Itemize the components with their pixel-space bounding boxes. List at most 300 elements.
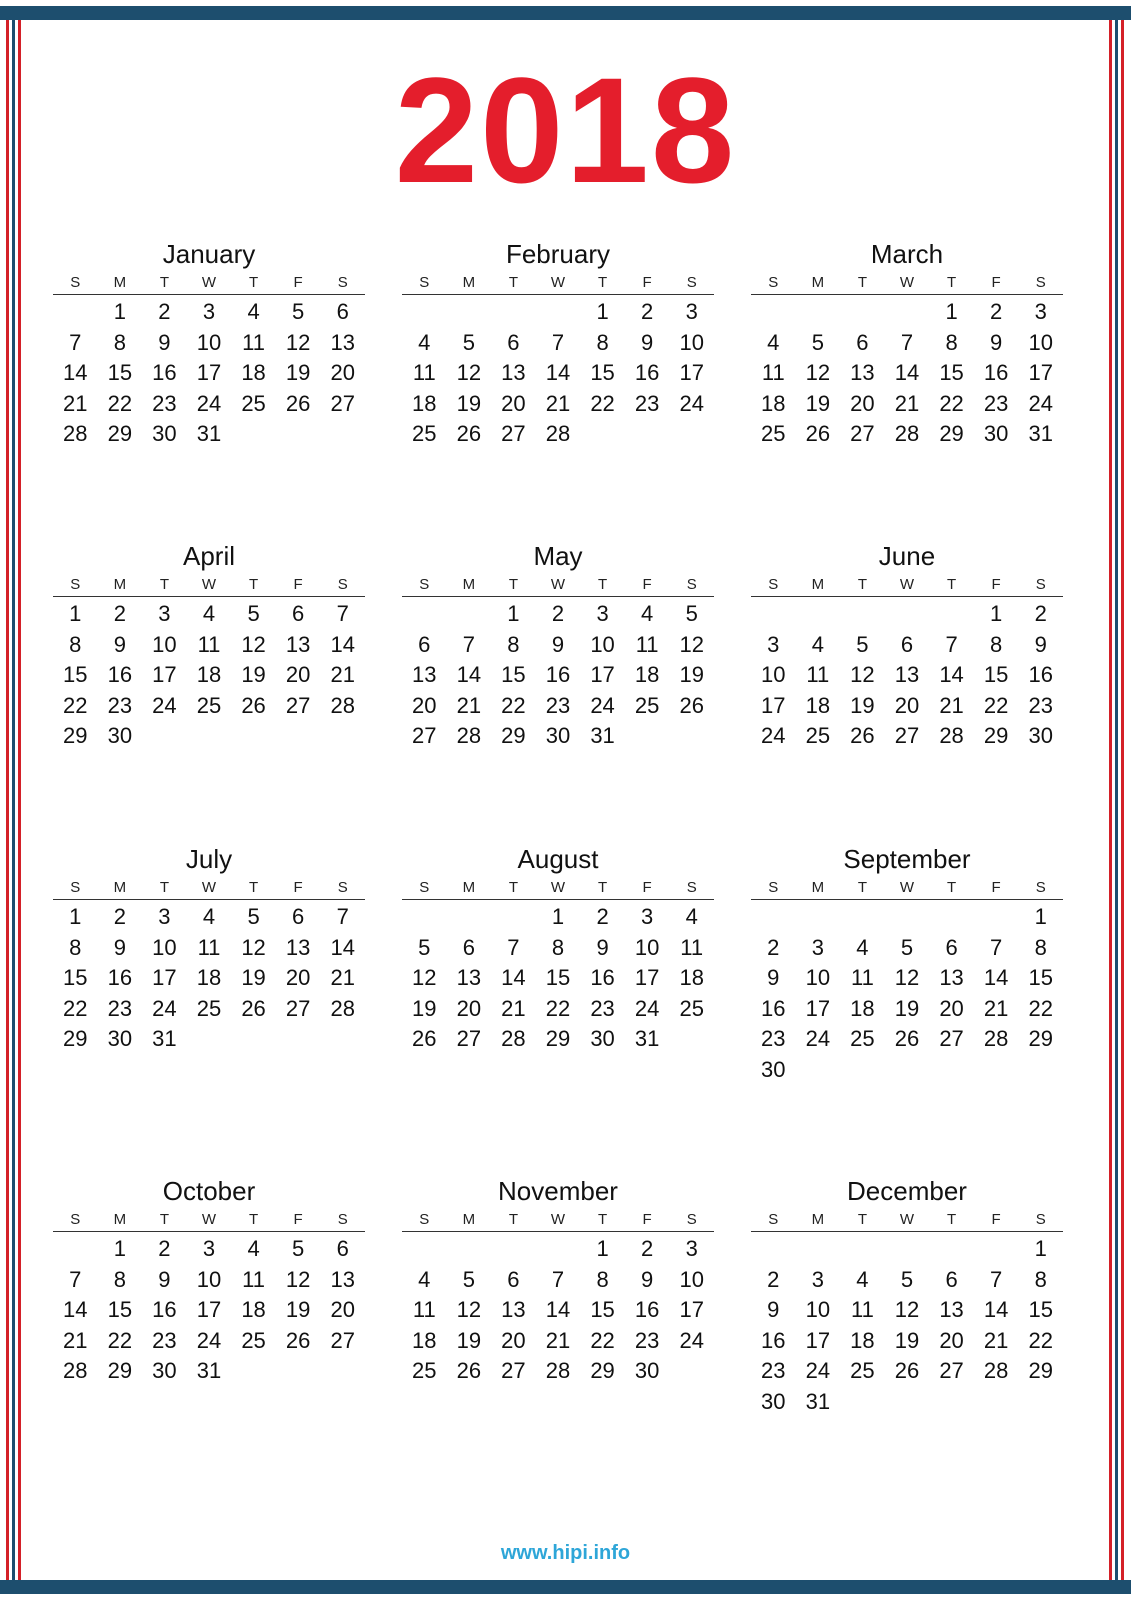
day-cell: 25 <box>196 995 222 1021</box>
weekday-label: T <box>946 274 957 291</box>
day-cell: 8 <box>945 329 958 355</box>
weekday-label: S <box>768 576 779 593</box>
day-cell: 8 <box>596 329 609 355</box>
day-cell: 12 <box>285 329 311 355</box>
day-cell: 21 <box>501 995 526 1021</box>
day-cell: 13 <box>330 1266 355 1292</box>
day-cell: 25 <box>412 421 437 446</box>
weekday-label: M <box>113 576 127 593</box>
day-cell: 11 <box>412 360 436 385</box>
day-cell: 8 <box>1034 1266 1047 1292</box>
weekday-label: S <box>768 879 779 896</box>
day-cell: 4 <box>418 329 431 355</box>
weekday-label: T <box>857 1211 867 1228</box>
day-cell: 24 <box>196 1327 222 1353</box>
weekday-header <box>402 877 714 900</box>
day-cell: 2 <box>113 904 126 929</box>
weekday-label: T <box>508 879 518 896</box>
day-cell: 19 <box>241 965 266 990</box>
day-cell: 11 <box>197 934 221 960</box>
day-cell: 23 <box>634 390 660 416</box>
month-january <box>53 238 365 450</box>
weekday-label: S <box>419 576 430 593</box>
day-cell: 20 <box>412 692 437 718</box>
day-cell: 30 <box>590 1026 615 1051</box>
empty-cell <box>53 1234 98 1265</box>
day-cell: 21 <box>983 995 1009 1021</box>
day-cell: 6 <box>336 1236 349 1261</box>
day-cell: 28 <box>894 421 920 446</box>
day-grid <box>53 1232 365 1387</box>
day-cell: 9 <box>767 965 780 990</box>
day-cell: 23 <box>983 390 1009 416</box>
day-cell: 14 <box>63 1297 88 1322</box>
month-name: May <box>533 541 583 571</box>
day-cell: 26 <box>285 390 311 416</box>
day-cell: 25 <box>850 1358 875 1383</box>
day-cell: 28 <box>63 421 88 446</box>
day-cell: 23 <box>545 692 571 718</box>
day-cell: 10 <box>590 631 615 657</box>
day-cell: 21 <box>63 1327 88 1353</box>
weekday-label: T <box>508 274 518 291</box>
day-cell: 11 <box>635 631 659 657</box>
day-cell: 29 <box>590 1358 615 1383</box>
day-cell: 11 <box>242 1266 265 1292</box>
month-december <box>751 1175 1063 1417</box>
day-cell: 26 <box>805 421 831 446</box>
weekday-label: F <box>642 1211 652 1228</box>
day-cell: 22 <box>590 390 615 416</box>
day-cell: 26 <box>285 1327 311 1353</box>
day-cell: 9 <box>641 329 654 355</box>
day-cell: 14 <box>456 662 482 687</box>
day-cell: 24 <box>196 390 222 416</box>
day-cell: 27 <box>285 692 311 718</box>
month-october <box>53 1175 365 1387</box>
day-cell: 4 <box>247 1236 260 1261</box>
day-cell: 27 <box>285 995 311 1021</box>
weekday-header <box>53 877 365 900</box>
day-cell: 11 <box>242 329 265 355</box>
day-cell: 4 <box>856 1266 869 1292</box>
day-cell: 7 <box>990 934 1003 960</box>
day-cell: 24 <box>805 1026 831 1051</box>
day-cell: 9 <box>113 631 126 657</box>
day-cell: 3 <box>596 601 609 626</box>
day-cell: 2 <box>767 1266 780 1292</box>
empty-cell <box>796 599 841 630</box>
month-april <box>53 540 365 752</box>
day-cell: 16 <box>107 662 133 687</box>
day-cell: 19 <box>241 662 266 687</box>
day-cell: 21 <box>456 692 482 718</box>
weekday-label: W <box>550 274 566 291</box>
weekday-label: S <box>337 576 348 593</box>
day-cell: 15 <box>590 360 615 385</box>
day-cell: 4 <box>202 601 216 626</box>
day-cell: 19 <box>285 360 311 385</box>
day-cell: 25 <box>241 1327 266 1353</box>
day-cell: 17 <box>590 662 615 687</box>
empty-cell <box>885 1234 930 1265</box>
weekday-label: M <box>113 274 127 291</box>
day-cell: 18 <box>761 390 786 416</box>
day-cell: 24 <box>679 390 704 416</box>
day-cell: 14 <box>330 631 355 657</box>
day-cell: 27 <box>501 1358 526 1383</box>
day-cell: 25 <box>850 1026 875 1051</box>
day-cell: 18 <box>805 692 831 718</box>
day-cell: 26 <box>241 995 266 1021</box>
weekday-label: S <box>686 274 697 291</box>
day-cell: 29 <box>107 1358 133 1383</box>
day-cell: 4 <box>247 299 260 324</box>
day-cell: 29 <box>1028 1026 1053 1051</box>
empty-cell <box>885 599 930 630</box>
day-cell: 27 <box>939 1358 964 1383</box>
day-grid <box>53 597 365 752</box>
weekday-label: T <box>597 576 608 593</box>
day-cell: 10 <box>152 631 177 657</box>
day-cell: 4 <box>811 631 824 657</box>
day-cell: 6 <box>336 299 349 324</box>
day-cell: 12 <box>241 631 266 657</box>
day-cell: 9 <box>767 1297 780 1322</box>
weekday-label: F <box>293 1211 303 1228</box>
day-cell: 12 <box>894 1297 920 1322</box>
day-cell: 6 <box>945 934 958 960</box>
weekday-label: W <box>201 879 217 896</box>
day-cell: 29 <box>939 421 964 446</box>
day-cell: 23 <box>107 692 133 718</box>
day-cell: 20 <box>501 1327 526 1353</box>
day-cell: 8 <box>596 1266 609 1292</box>
empty-cell <box>885 902 930 933</box>
day-cell: 21 <box>545 1327 571 1353</box>
weekday-label: W <box>899 1211 915 1228</box>
day-cell: 30 <box>545 723 571 748</box>
day-cell: 29 <box>545 1026 571 1051</box>
day-cell: 18 <box>412 1327 437 1353</box>
weekday-header <box>53 272 365 295</box>
empty-cell <box>402 1234 447 1265</box>
day-cell: 10 <box>805 1297 831 1322</box>
empty-cell <box>536 1234 581 1265</box>
day-cell: 27 <box>330 1327 355 1353</box>
day-cell: 3 <box>685 299 698 324</box>
day-cell: 7 <box>551 329 565 355</box>
weekday-label: S <box>768 1211 779 1228</box>
day-cell: 24 <box>590 692 615 718</box>
day-cell: 25 <box>412 1358 437 1383</box>
day-cell: 30 <box>107 723 133 748</box>
day-cell: 27 <box>456 1026 482 1051</box>
day-cell: 17 <box>196 1297 222 1322</box>
day-cell: 24 <box>679 1327 704 1353</box>
weekday-label: S <box>337 274 348 291</box>
day-cell: 23 <box>107 995 133 1021</box>
weekday-label: T <box>248 576 259 593</box>
day-cell: 15 <box>545 965 571 990</box>
day-cell: 4 <box>767 329 780 355</box>
day-cell: 16 <box>152 360 177 385</box>
weekday-label: W <box>201 576 217 593</box>
day-cell: 9 <box>551 631 565 657</box>
weekday-label: T <box>159 274 169 291</box>
empty-cell <box>402 902 447 933</box>
day-cell: 10 <box>761 662 786 687</box>
weekday-label: W <box>899 274 915 291</box>
day-cell: 12 <box>679 631 704 657</box>
day-cell: 13 <box>456 965 482 990</box>
day-cell: 13 <box>894 662 920 687</box>
day-cell: 27 <box>894 723 920 748</box>
day-cell: 10 <box>152 934 177 960</box>
weekday-label: T <box>508 576 518 593</box>
day-cell: 26 <box>894 1358 920 1383</box>
day-cell: 30 <box>152 421 177 446</box>
day-cell: 1 <box>596 1236 609 1261</box>
day-cell: 30 <box>634 1358 660 1383</box>
day-grid <box>402 597 714 752</box>
day-cell: 5 <box>292 1236 305 1261</box>
day-cell: 15 <box>63 662 88 687</box>
weekday-header <box>402 1209 714 1232</box>
day-cell: 27 <box>939 1026 964 1051</box>
day-cell: 3 <box>767 631 780 657</box>
day-cell: 22 <box>983 692 1009 718</box>
day-cell: 16 <box>761 995 786 1021</box>
weekday-label: M <box>462 576 476 593</box>
day-cell: 9 <box>1034 631 1047 657</box>
day-cell: 31 <box>152 1026 177 1051</box>
day-cell: 16 <box>590 965 615 990</box>
day-cell: 28 <box>456 723 482 748</box>
day-cell: 5 <box>247 601 260 626</box>
weekday-header <box>53 574 365 597</box>
day-cell: 8 <box>69 934 82 960</box>
day-cell: 24 <box>152 995 177 1021</box>
day-cell: 15 <box>107 1297 133 1322</box>
day-cell: 3 <box>158 904 171 929</box>
day-cell: 17 <box>679 1297 704 1322</box>
weekday-label: S <box>337 1211 348 1228</box>
day-cell: 31 <box>196 1358 222 1383</box>
day-cell: 29 <box>983 723 1009 748</box>
empty-cell <box>840 1234 885 1265</box>
day-cell: 25 <box>761 421 786 446</box>
day-cell: 16 <box>761 1327 786 1353</box>
day-cell: 2 <box>158 1236 171 1261</box>
weekday-label: M <box>113 1211 127 1228</box>
weekday-label: S <box>768 274 779 291</box>
day-cell: 22 <box>63 692 88 718</box>
day-cell: 11 <box>680 934 704 960</box>
day-cell: 15 <box>939 360 964 385</box>
empty-cell <box>447 1234 492 1265</box>
weekday-label: W <box>899 879 915 896</box>
weekday-label: S <box>70 879 81 896</box>
empty-cell <box>840 297 885 328</box>
day-cell: 24 <box>152 692 177 718</box>
day-cell: 17 <box>152 965 177 990</box>
day-cell: 13 <box>850 360 875 385</box>
day-cell: 31 <box>590 723 615 748</box>
weekday-label: S <box>337 879 348 896</box>
empty-cell <box>536 297 581 328</box>
day-cell: 8 <box>113 1266 126 1292</box>
day-cell: 30 <box>761 1388 786 1414</box>
day-cell: 18 <box>412 390 437 416</box>
day-cell: 22 <box>63 995 88 1021</box>
day-cell: 19 <box>285 1297 311 1322</box>
day-cell: 2 <box>158 299 171 324</box>
weekday-label: F <box>642 274 652 291</box>
year-title: 2018 <box>394 46 737 214</box>
weekday-label: S <box>1035 879 1046 896</box>
top-border <box>0 6 1131 20</box>
day-cell: 30 <box>1028 723 1053 748</box>
day-cell: 3 <box>158 601 171 626</box>
day-cell: 10 <box>1028 329 1053 355</box>
weekday-label: T <box>946 576 957 593</box>
left-border <box>6 20 24 1580</box>
day-cell: 9 <box>113 934 126 960</box>
day-cell: 16 <box>545 662 571 687</box>
day-cell: 21 <box>894 390 920 416</box>
day-cell: 26 <box>894 1026 920 1051</box>
weekday-label: F <box>642 576 652 593</box>
day-cell: 5 <box>247 904 260 929</box>
weekday-label: T <box>159 1211 169 1228</box>
day-cell: 14 <box>894 360 920 385</box>
day-cell: 2 <box>113 601 126 626</box>
day-grid <box>751 597 1063 752</box>
empty-cell <box>491 297 536 328</box>
day-cell: 17 <box>761 692 786 718</box>
day-cell: 29 <box>63 723 88 748</box>
day-cell: 15 <box>983 662 1009 687</box>
day-cell: 28 <box>983 1358 1009 1383</box>
weekday-label: F <box>991 576 1001 593</box>
day-cell: 14 <box>939 662 964 687</box>
day-cell: 15 <box>501 662 526 687</box>
day-cell: 16 <box>983 360 1009 385</box>
day-cell: 2 <box>990 299 1003 324</box>
day-cell: 6 <box>856 329 869 355</box>
month-june <box>751 540 1063 752</box>
empty-cell <box>751 902 796 933</box>
day-cell: 5 <box>462 1266 475 1292</box>
day-cell: 1 <box>507 601 520 626</box>
day-cell: 18 <box>634 662 660 687</box>
day-cell: 12 <box>241 934 266 960</box>
day-grid <box>402 1232 714 1387</box>
day-cell: 17 <box>152 662 177 687</box>
day-cell: 27 <box>412 723 437 748</box>
weekday-label: M <box>811 1211 825 1228</box>
day-cell: 11 <box>851 965 874 990</box>
day-cell: 3 <box>641 904 654 929</box>
empty-cell <box>840 902 885 933</box>
day-cell: 1 <box>990 601 1003 626</box>
day-cell: 13 <box>285 631 311 657</box>
day-cell: 9 <box>990 329 1003 355</box>
day-cell: 14 <box>983 965 1009 990</box>
day-cell: 17 <box>1028 360 1053 385</box>
footer-url[interactable]: www.hipi.info <box>500 1542 631 1564</box>
day-cell: 10 <box>805 965 831 990</box>
month-may <box>402 540 714 752</box>
day-cell: 24 <box>1028 390 1053 416</box>
empty-cell <box>491 902 536 933</box>
empty-cell <box>796 1234 841 1265</box>
day-cell: 7 <box>551 1266 565 1292</box>
day-cell: 16 <box>152 1297 177 1322</box>
day-cell: 2 <box>641 1236 654 1261</box>
day-cell: 19 <box>894 995 920 1021</box>
month-name: June <box>878 541 936 571</box>
weekday-label: F <box>293 879 303 896</box>
day-grid <box>402 900 714 1055</box>
weekday-label: S <box>70 274 81 291</box>
day-cell: 4 <box>856 934 869 960</box>
day-grid <box>751 900 1063 1085</box>
day-cell: 5 <box>418 934 431 960</box>
day-cell: 17 <box>805 995 831 1021</box>
day-cell: 5 <box>685 601 698 626</box>
day-cell: 21 <box>545 390 571 416</box>
day-cell: 19 <box>456 390 482 416</box>
day-cell: 12 <box>805 360 831 385</box>
day-cell: 15 <box>1028 965 1053 990</box>
day-cell: 31 <box>634 1026 660 1051</box>
empty-cell <box>447 297 492 328</box>
day-cell: 8 <box>113 329 126 355</box>
day-cell: 13 <box>501 1297 526 1322</box>
month-february <box>402 238 714 450</box>
weekday-header <box>751 1209 1063 1232</box>
weekday-label: M <box>811 576 825 593</box>
day-cell: 14 <box>983 1297 1009 1322</box>
day-cell: 25 <box>196 692 222 718</box>
weekday-label: S <box>419 274 430 291</box>
day-cell: 7 <box>900 329 914 355</box>
day-cell: 2 <box>767 934 780 960</box>
day-cell: 30 <box>761 1056 786 1082</box>
day-cell: 13 <box>412 662 437 687</box>
month-name: July <box>185 844 233 874</box>
day-cell: 31 <box>805 1388 831 1414</box>
day-cell: 22 <box>545 995 571 1021</box>
weekday-label: F <box>293 576 303 593</box>
empty-cell <box>402 599 447 630</box>
day-cell: 20 <box>456 995 482 1021</box>
empty-cell <box>402 297 447 328</box>
day-cell: 1 <box>69 601 82 626</box>
day-cell: 27 <box>330 390 355 416</box>
day-cell: 29 <box>501 723 526 748</box>
day-cell: 11 <box>851 1297 874 1322</box>
day-cell: 17 <box>805 1327 831 1353</box>
day-cell: 18 <box>196 965 222 990</box>
empty-cell <box>796 297 841 328</box>
day-cell: 13 <box>939 1297 964 1322</box>
day-cell: 7 <box>990 1266 1003 1292</box>
day-cell: 28 <box>545 421 571 446</box>
weekday-label: M <box>462 1211 476 1228</box>
